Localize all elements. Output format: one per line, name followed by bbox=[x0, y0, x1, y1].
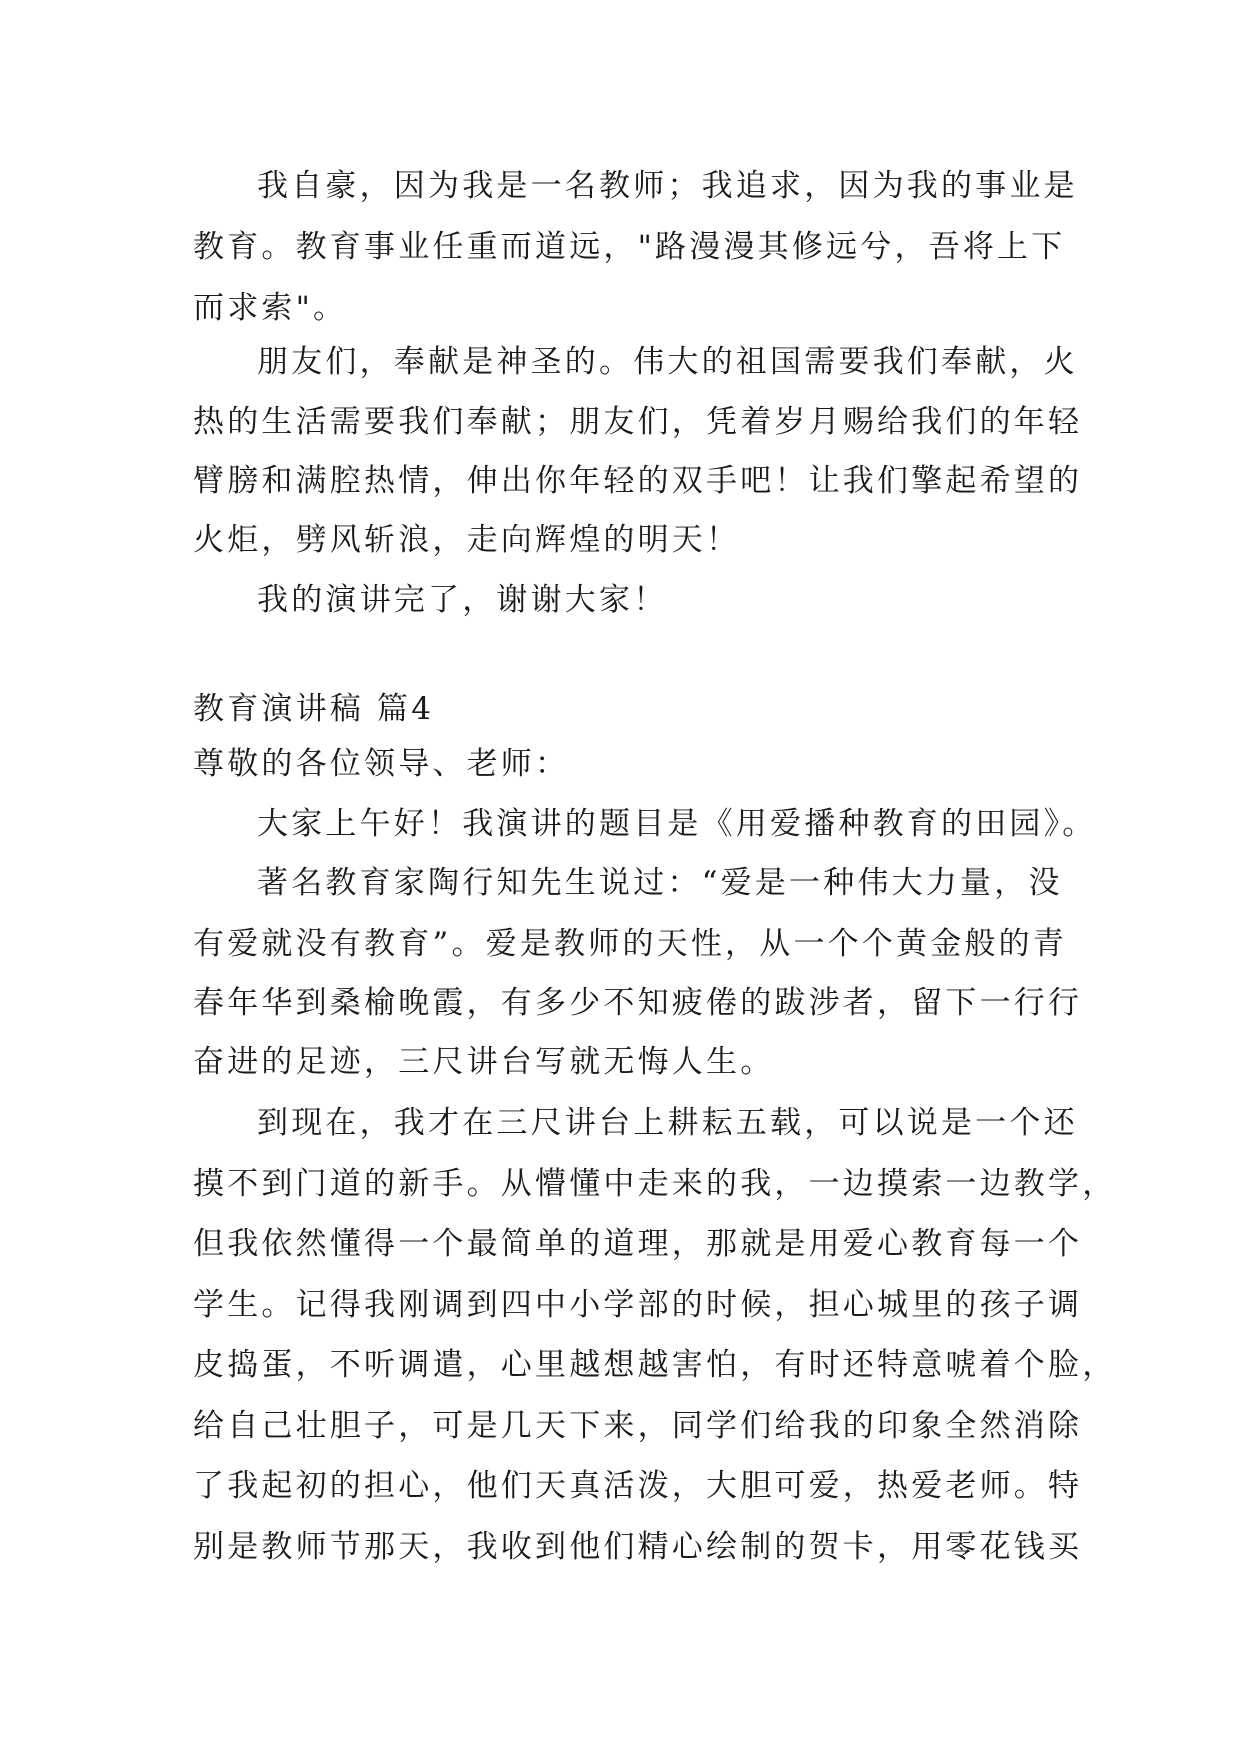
paragraph-line: 热的生活需要我们奉献；朋友们，凭着岁月赐给我们的年轻 bbox=[193, 404, 1083, 440]
paragraph-line: 但我依然懂得一个最简单的道理，那就是用爱心教育每一个 bbox=[193, 1226, 1083, 1262]
paragraph-line: 给自己壮胆子，可是几天下来，同学们给我的印象全然消除 bbox=[193, 1408, 1083, 1444]
paragraph-line: 而求索"。 bbox=[193, 290, 348, 326]
paragraph-line: 到现在，我才在三尺讲台上耕耘五载，可以说是一个还 bbox=[257, 1105, 1078, 1141]
section-title: 教育演讲稿 篇4 bbox=[193, 691, 435, 727]
paragraph-line: 臂膀和满腔热情，伸出你年轻的双手吧！让我们擎起希望的 bbox=[193, 463, 1083, 499]
paragraph-line: 了我起初的担心，他们天真活泼，大胆可爱，热爱老师。特 bbox=[193, 1468, 1083, 1504]
paragraph-line: 有爱就没有教育”。爱是教师的天性，从一个个黄金般的青 bbox=[193, 926, 1068, 962]
paragraph-line: 朋友们，奉献是神圣的。伟大的祖国需要我们奉献，火 bbox=[257, 344, 1078, 380]
paragraph-line: 教育。教育事业任重而道远，"路漫漫其修远兮，吾将上下 bbox=[193, 229, 1066, 265]
paragraph-line: 学生。记得我刚调到四中小学部的时候，担心城里的孩子调 bbox=[193, 1287, 1083, 1323]
paragraph-line: 著名教育家陶行知先生说过：“爱是一种伟大力量，没 bbox=[257, 865, 1063, 901]
salutation: 尊敬的各位领导、老师： bbox=[193, 746, 570, 782]
paragraph-line: 春年华到桑榆晚霞，有多少不知疲倦的跋涉者，留下一行行 bbox=[193, 985, 1083, 1021]
paragraph-line: 别是教师节那天，我收到他们精心绘制的贺卡，用零花钱买 bbox=[193, 1529, 1083, 1565]
paragraph-line: 火炬，劈风斩浪，走向辉煌的明天！ bbox=[193, 522, 741, 558]
paragraph-line: 我的演讲完了，谢谢大家！ bbox=[257, 582, 668, 618]
paragraph-line: 大家上午好！我演讲的题目是《用爱播种教育的田园》。 bbox=[257, 806, 1097, 842]
paragraph-line: 奋进的足迹，三尺讲台写就无悔人生。 bbox=[193, 1044, 775, 1080]
paragraph-line: 皮捣蛋，不听调遣，心里越想越害怕，有时还特意唬着个脸， bbox=[193, 1347, 1117, 1383]
paragraph-line: 我自豪，因为我是一名教师；我追求，因为我的事业是 bbox=[257, 168, 1078, 204]
paragraph-line: 摸不到门道的新手。从懵懂中走来的我，一边摸索一边教学， bbox=[193, 1166, 1117, 1202]
